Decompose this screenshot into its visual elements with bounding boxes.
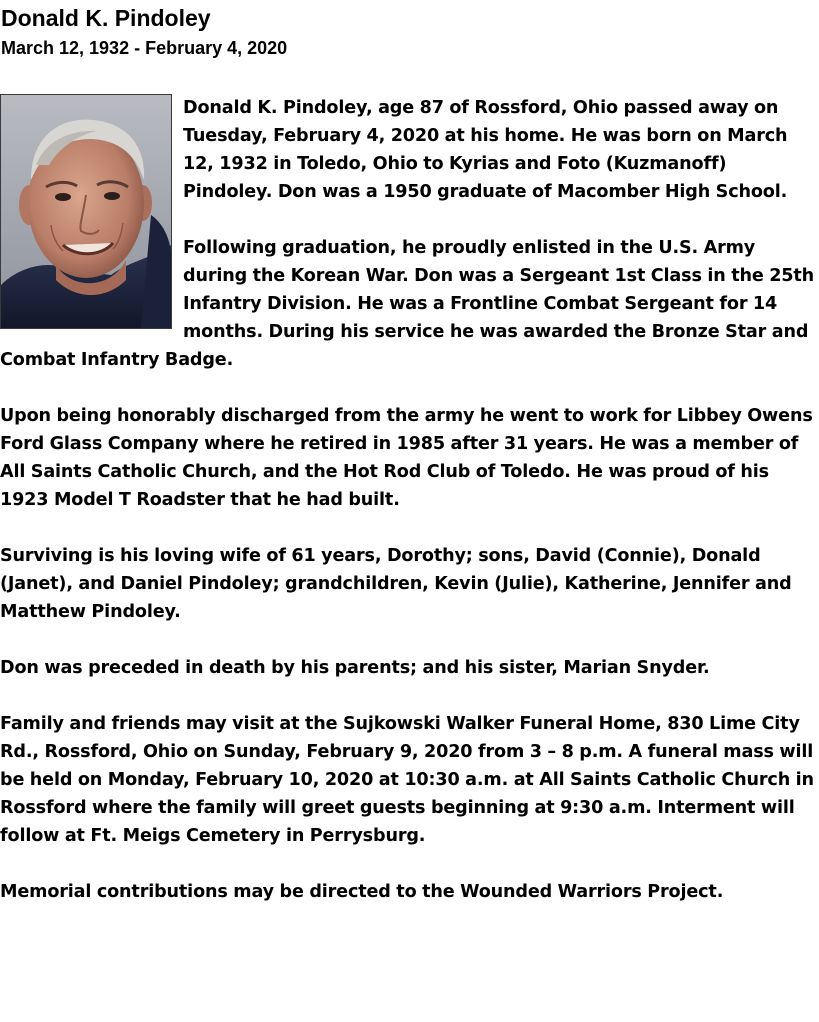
obituary-paragraph-4: Surviving is his loving wife of 61 years, Dorothy; sons, David (Connie), Donald (Janet), and Daniel Pindoley; grandchildren, Kevin (Julie), Katherine, Jennifer and Matthew Pindoley. xyxy=(0,546,792,622)
obituary-paragraph-1: Donald K. Pindoley, age 87 of Rossford, Ohio passed away on Tuesday, February 4, 2020 at his home. He was born on March 12, 1932 in Toledo, Ohio to Kyrias and Foto (Kuzmanoff) Pindoley. Don was a 1950 graduate of Macomber High School. xyxy=(183,98,788,202)
page-title: Donald K. Pindoley xyxy=(1,5,211,31)
portrait-photo xyxy=(0,94,172,329)
obituary-paragraph-3: Upon being honorably discharged from the army he went to work for Libbey Owens Ford Glass Company where he retired in 1985 after 31 years. He was a member of All Saints Catholic Church, and the Hot Rod Club of Toledo. He was proud of his 1923 Model T Roadster that he had built. xyxy=(0,406,813,510)
obituary-page xyxy=(1,4,819,60)
obituary-paragraph-6: Family and friends may visit at the Sujkowski Walker Funeral Home, 830 Lime City Rd., Rossford, Ohio on Sunday, February 9, 2020 from 3 – 8 p.m. A funeral mass will be held on Monday, February 10, 2020 at 10:30 a.m. at All Saints Catholic Church in Rossford where the family will greet guests beginning at 9:30 a.m. Interment will follow at Ft. Meigs Cemetery in Perrysburg. xyxy=(0,714,814,846)
obituary-paragraph-2: Following graduation, he proudly enlisted in the U.S. Army during the Korean War. Don was a Sergeant 1st Class in the 25th Infantry Division. He was a Frontline Combat Sergeant for 14 months. During his service he was awarded the Bronze Star and Combat Infantry Badge. xyxy=(0,238,815,370)
obituary-paragraph-5: Don was preceded in death by his parents; and his sister, Marian Snyder. xyxy=(0,658,710,678)
obituary-paragraph-7: Memorial contributions may be directed to the Wounded Warriors Project. xyxy=(0,882,724,902)
obituary-body xyxy=(0,94,816,934)
portrait-image xyxy=(1,95,171,328)
life-dates: March 12, 1932 - February 4, 2020 xyxy=(1,38,288,58)
